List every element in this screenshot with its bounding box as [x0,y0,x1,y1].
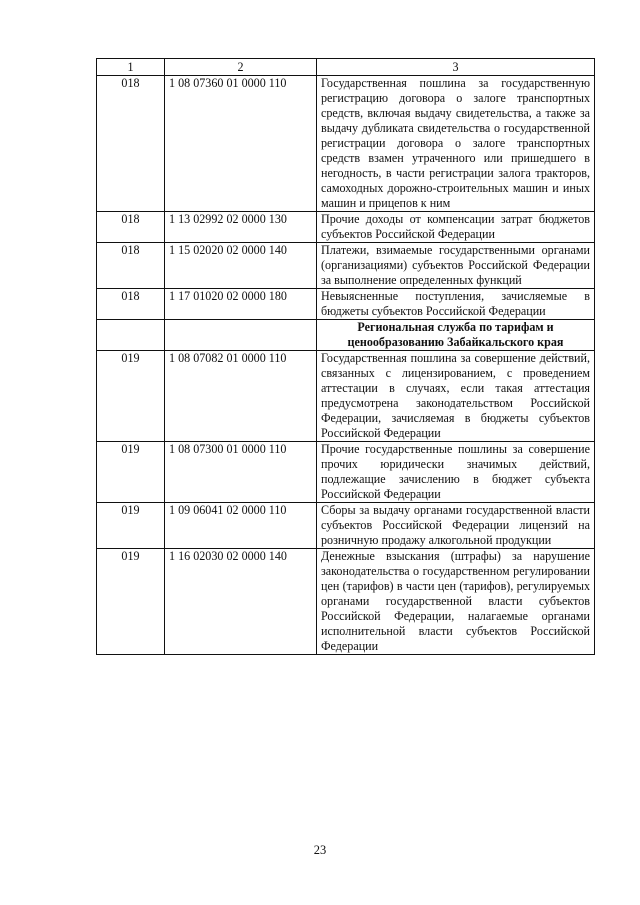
section-header-row [97,320,595,351]
description-cell: Сборы за выдачу органами государственной власти субъектов Российской Федерации лицензий на розничную продажу алкогольной продукции [317,503,595,549]
description-cell: Прочие государственные пошлины за совершение прочих юридически значимых действий, подлежащие зачислению в бюджет субъекта Российской Федерации [317,442,595,503]
description-cell: Платежи, взимаемые государственными органами (организациями) субъектов Российской Федерации за выполнение определенных функций [317,243,595,289]
revenue-code-cell: 1 17 01020 02 0000 180 [165,289,317,320]
table-row [97,442,595,503]
empty-cell [165,320,317,351]
admin-code-cell: 018 [97,243,165,289]
admin-code-cell: 018 [97,76,165,212]
revenue-code-cell: 1 08 07360 01 0000 110 [165,76,317,212]
revenue-code-cell: 1 13 02992 02 0000 130 [165,212,317,243]
admin-code-cell: 019 [97,549,165,655]
description-cell: Прочие доходы от компенсации затрат бюджетов субъектов Российской Федерации [317,212,595,243]
description-cell: Государственная пошлина за государственную регистрацию договора о залоге транспортных средств, включая выдачу свидетельства, а также за выдачу дубликата свидетельства о государственной регистрации договора о залоге транспортных средств взамен утраченного или пришедшего в негодность, в части регистрации залога тракторов, самоходных дорожно-строительных машин и иных машин и прицепов к ним [317,76,595,212]
revenue-code-cell: 1 08 07300 01 0000 110 [165,442,317,503]
description-cell: Невыясненные поступления, зачисляемые в бюджеты субъектов Российской Федерации [317,289,595,320]
table-row [97,503,595,549]
description-cell: Денежные взыскания (штрафы) за нарушение законодательства о государственном регулировании цен (тарифов) в части цен (тарифов), регулируемых органами государственной власти субъектов Российской Федерации, налагаемые органами исполнительной власти субъектов Российской Федерации [317,549,595,655]
section-title: Региональная служба по тарифам и ценообразованию Забайкальского края [317,320,595,351]
admin-code-cell: 019 [97,442,165,503]
admin-code-cell: 018 [97,212,165,243]
revenue-code-cell: 1 08 07082 01 0000 110 [165,351,317,442]
revenue-code-cell: 1 16 02030 02 0000 140 [165,549,317,655]
table-row [97,212,595,243]
revenue-code-cell: 1 15 02020 02 0000 140 [165,243,317,289]
table-row [97,76,595,212]
header-col-3: 3 [317,59,595,76]
header-col-1: 1 [97,59,165,76]
table-row [97,351,595,442]
admin-code-cell: 019 [97,503,165,549]
revenue-codes-table [96,58,595,655]
table-row [97,243,595,289]
admin-code-cell: 018 [97,289,165,320]
revenue-code-cell: 1 09 06041 02 0000 110 [165,503,317,549]
header-col-2: 2 [165,59,317,76]
table-row [97,289,595,320]
empty-cell [97,320,165,351]
header-row [97,59,595,76]
table-row [97,549,595,655]
description-cell: Государственная пошлина за совершение действий, связанных с лицензированием, с проведением аттестации в случаях, если такая аттестация предусмотрена законодательством Российской Федерации, зачисляемая в бюджеты субъектов Российской Федерации [317,351,595,442]
admin-code-cell: 019 [97,351,165,442]
page-number: 23 [313,843,327,857]
